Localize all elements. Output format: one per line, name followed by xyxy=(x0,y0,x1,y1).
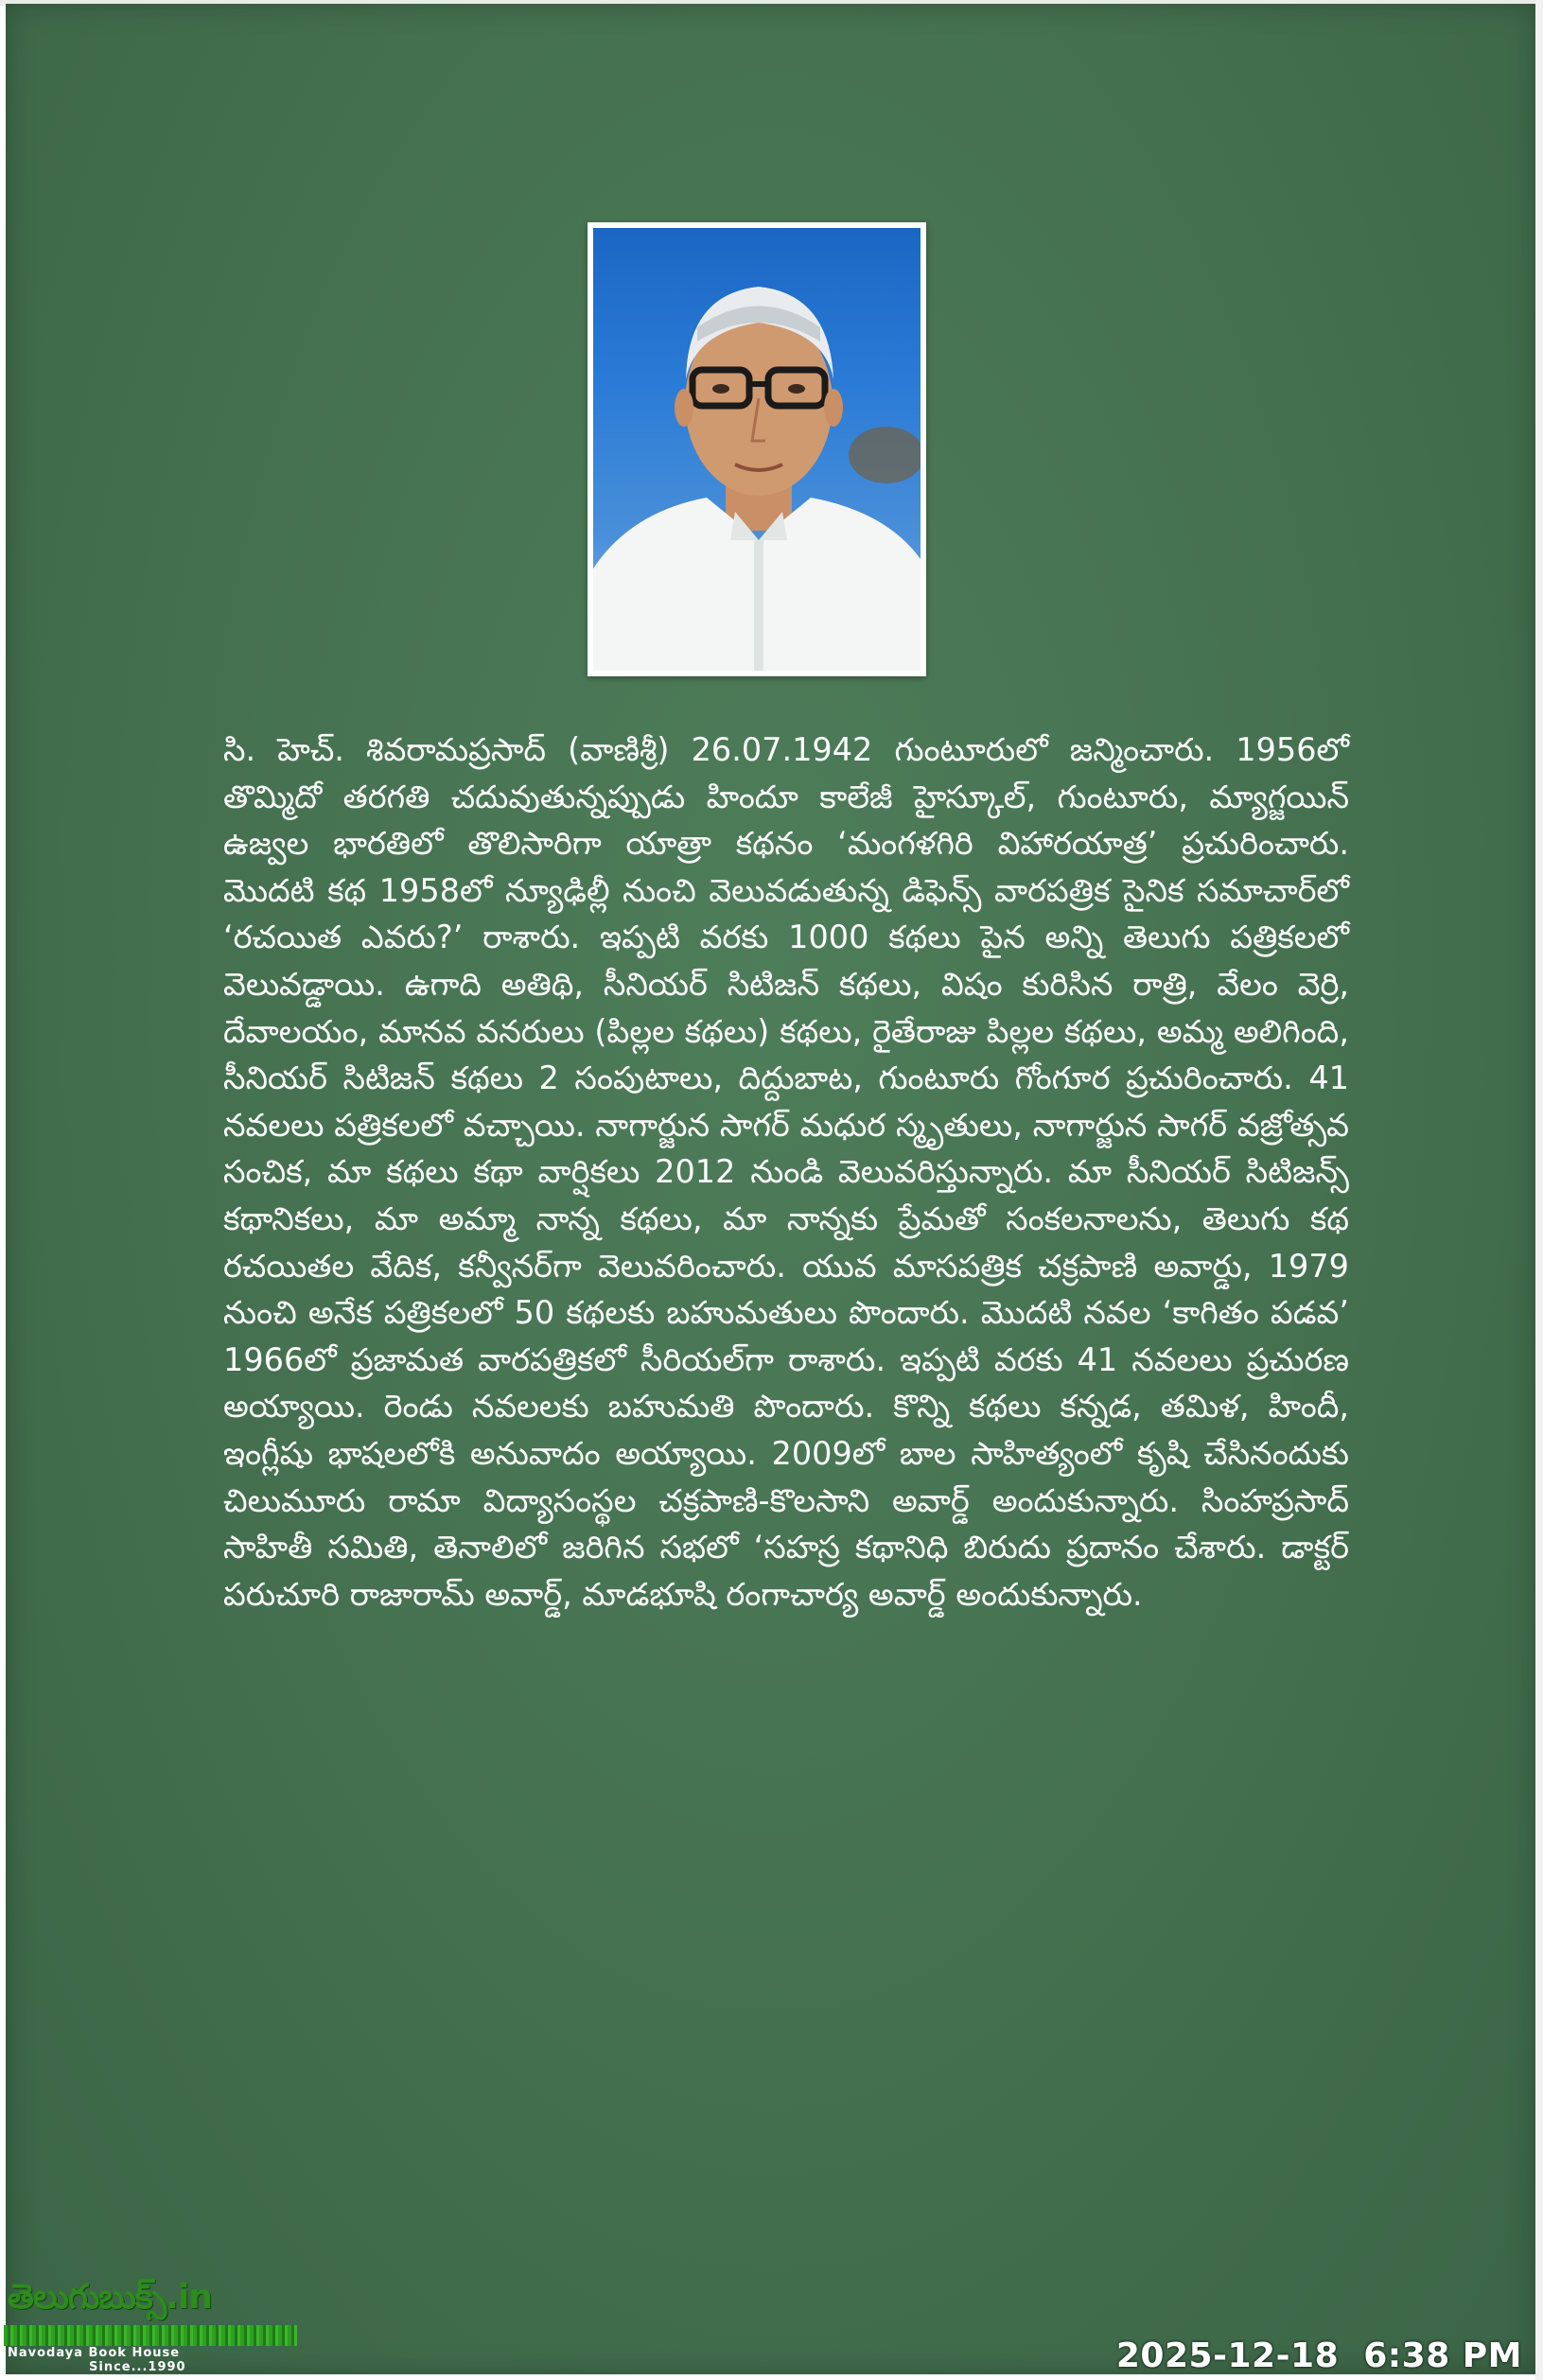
author-portrait-illustration xyxy=(593,228,921,671)
watermark-publisher: Navodaya Book House xyxy=(8,2346,181,2360)
author-biography: సి. హెచ్. శివరామప్రసాద్ (వాణిశ్రీ) 26.07.1942 గుంటూరులో జన్మించారు. 1956లో తొమ్మిదో తరగతి చదువుతున్నప్పుడు హిందూ కాలేజీ హైస్కూల్, గుంటూరు, మ్యాగ్జయిన్ ఉజ్వల భారతిలో తొలిసారిగా యాత్రా కథనం ‘మంగళగిరి విహారయాత్ర’ ప్రచురించారు. మొదటి కథ 1958లో న్యూఢిల్లీ నుంచి వెలువడుతున్న డిఫెన్స్ వారపత్రిక సైనిక సమాచార్‌లో ‘రచయిత ఎవరు?’ రాశారు. ఇప్పటి వరకు 1000 కథలు పైన అన్ని తెలుగు పత్రికలలో వెలువడ్డాయి. ఉగాది అతిథి, సీనియర్ సిటిజన్ కథలు, విషం కురిసిన రాత్రి, వేలం వెర్రి, దేవాలయం, మానవ వనరులు (పిల్లల కథలు) కథలు, రైతేరాజు పిల్లల కథలు, అమ్మ అలిగింది, సీనియర్ సిటిజన్ కథలు 2 సంపుటాలు, దిద్దుబాట, గుంటూరు గోంగూర ప్రచురించారు. 41 నవలలు పత్రికలలో వచ్చాయి. నాగార్జున సాగర్ మధుర స్మృతులు, నాగార్జున సాగర్ వజ్రోత్సవ సంచిక, మా కథలు కథా వార్షికలు 2012 నుండి వెలువరిస్తున్నారు. మా సీనియర్ సిటిజన్స్ కథానికలు, మా అమ్మా నాన్న కథలు, మా నాన్నకు ప్రేమతో సంకలనాలను, తెలుగు కథ రచయితల వేదిక, కన్వీనర్‌గా వెలువరించారు. యువ మాసపత్రిక చక్రపాణి అవార్డు, 1979 నుంచి అనేక పత్రికలలో 50 కథలకు బహుమతులు పొందారు. మొదటి నవల ‘కాగితం పడవ’ 1966లో ప్రజామత వారపత్రికలో సీరియల్‌గా రాశారు. ఇప్పటి వరకు 41 నవలలు ప్రచురణ అయ్యాయి. రెండు నవలలకు బహుమతి పొందారు. కొన్ని కథలు కన్నడ, తమిళ, హిందీ, ఇంగ్లీషు భాషలలోకి అనువాదం అయ్యాయి. 2009లో బాల సాహిత్యంలో కృషి చేసినందుకు చిలుమూరు రామా విద్యాసంస్థల చక్రపాణి-కొలసాని అవార్డ్ అందుకున్నారు. సింహప్రసాద్ సాహితీ సమితి, తెనాలిలో జరిగిన సభలో ‘సహస్ర కథానిధి బిరుదు ప్రదానం చేశారు. డాక్టర్ పరుచూరి రాజారామ్ అవార్డ్, మాడభూషి రంగాచార్య అవార్డ్ అందుకున్నారు. xyxy=(223,731,1349,1613)
watermark-site-name: తెలుగుబుక్స్.in xyxy=(8,2278,212,2317)
author-photo-image xyxy=(593,228,921,671)
scan-timestamp: 2025-12-18 6:38 PM xyxy=(1115,2336,1522,2375)
page-right-edge xyxy=(1535,0,1543,2380)
grass-decoration xyxy=(4,2325,297,2346)
author-photo xyxy=(587,222,926,676)
watermark-since: Since...1990 xyxy=(89,2360,186,2374)
telugubooks-watermark-logo xyxy=(4,2278,297,2376)
